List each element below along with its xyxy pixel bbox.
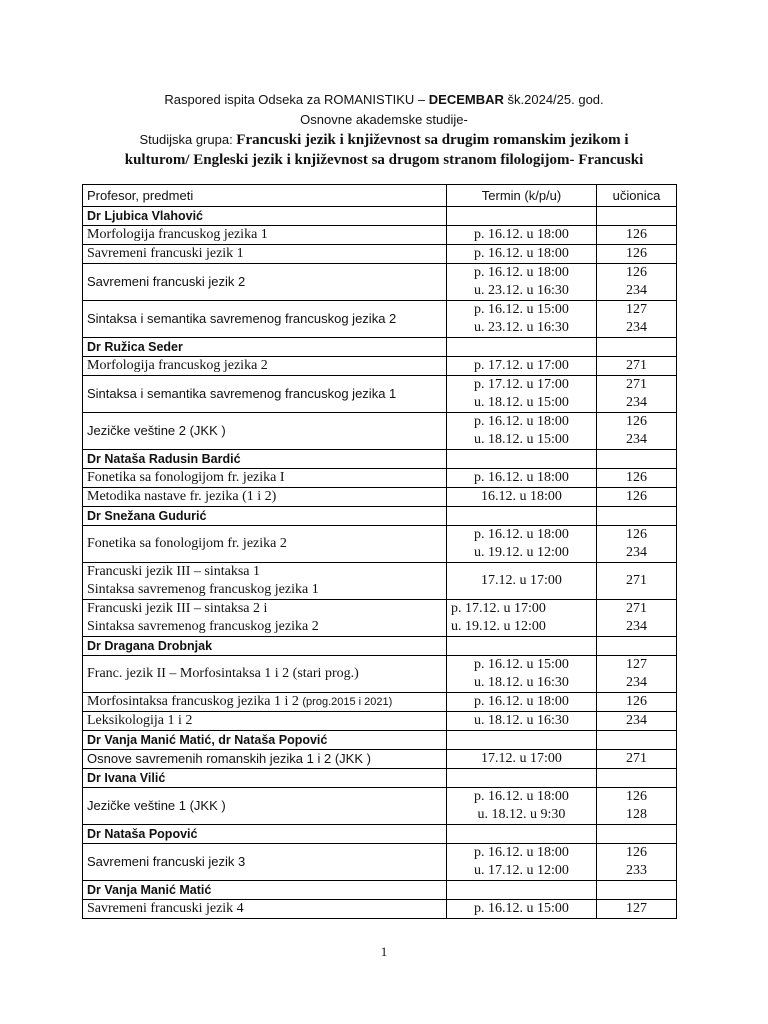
exam-term: p. 16.12. u 18:00 u. 17.12. u 12:00 [447, 844, 597, 881]
classroom: 271 234 [597, 600, 677, 637]
table-row [83, 563, 677, 600]
table-row [83, 526, 677, 563]
exam-term: p. 17.12. u 17:00 [447, 357, 597, 376]
professor-name: Dr Vanja Manić Matić [83, 881, 447, 900]
professor-name: Dr Vanja Manić Matić, dr Nataša Popović [83, 731, 447, 750]
course-name: Jezičke veštine 2 (JKK ) [83, 413, 447, 450]
classroom: 126 234 [597, 526, 677, 563]
classroom: 271 234 [597, 376, 677, 413]
professor-row [83, 637, 677, 656]
exam-term: u. 18.12. u 16:30 [447, 712, 597, 731]
professor-row [83, 507, 677, 526]
exam-schedule-table [82, 184, 677, 919]
classroom: 271 [597, 563, 677, 600]
exam-term: 17.12. u 17:00 [447, 750, 597, 769]
table-row [83, 264, 677, 301]
classroom: 126 [597, 693, 677, 712]
table-row [83, 488, 677, 507]
course-name: Francuski jezik III – sintaksa 2 i Sintaksa savremenog francuskog jezika 2 [83, 600, 447, 637]
exam-term: p. 16.12. u 18:00 u. 18.12. u 9:30 [447, 788, 597, 825]
professor-row [83, 825, 677, 844]
course-name: Savremeni francuski jezik 1 [83, 245, 447, 264]
table-row [83, 900, 677, 919]
professor-name: Dr Nataša Radusin Bardić [83, 450, 447, 469]
course-name: Savremeni francuski jezik 2 [83, 264, 447, 301]
course-name: Morfosintaksa francuskog jezika 1 i 2 (prog.2015 i 2021) [83, 693, 447, 712]
title-line-3: Studijska grupa: Francuski jezik i književnost sa drugim romanskim jezikom i [139, 132, 629, 148]
table-row [83, 788, 677, 825]
classroom: 126 [597, 469, 677, 488]
classroom: 234 [597, 712, 677, 731]
classroom: 126 234 [597, 264, 677, 301]
table-row [83, 357, 677, 376]
course-name: Savremeni francuski jezik 4 [83, 900, 447, 919]
course-name: Morfologija francuskog jezika 1 [83, 226, 447, 245]
professor-name: Dr Nataša Popović [83, 825, 447, 844]
table-row [83, 712, 677, 731]
professor-name: Dr Ivana Vilić [83, 769, 447, 788]
document-header [0, 90, 768, 170]
col-header-professor: Profesor, predmeti [83, 185, 447, 207]
exam-term: p. 16.12. u 15:00 u. 23.12. u 16:30 [447, 301, 597, 338]
table-row [83, 844, 677, 881]
exam-term: p. 16.12. u 18:00 [447, 245, 597, 264]
col-header-term: Termin (k/p/u) [447, 185, 597, 207]
classroom: 126 234 [597, 413, 677, 450]
course-name: Metodika nastave fr. jezika (1 i 2) [83, 488, 447, 507]
exam-term: p. 16.12. u 18:00 u. 18.12. u 15:00 [447, 413, 597, 450]
classroom: 271 [597, 750, 677, 769]
professor-row [83, 769, 677, 788]
course-name: Leksikologija 1 i 2 [83, 712, 447, 731]
exam-term: p. 16.12. u 18:00 [447, 693, 597, 712]
exam-term: p. 16.12. u 18:00 [447, 469, 597, 488]
table-row [83, 750, 677, 769]
exam-term: 16.12. u 18:00 [447, 488, 597, 507]
exam-term: p. 16.12. u 18:00 [447, 226, 597, 245]
table-row [83, 413, 677, 450]
course-name: Morfologija francuskog jezika 2 [83, 357, 447, 376]
classroom: 126 233 [597, 844, 677, 881]
professor-row [83, 338, 677, 357]
exam-term: p. 16.12. u 15:00 u. 18.12. u 16:30 [447, 656, 597, 693]
table-row [83, 226, 677, 245]
classroom: 127 234 [597, 301, 677, 338]
professor-name: Dr Snežana Gudurić [83, 507, 447, 526]
professor-row [83, 731, 677, 750]
title-line-4: kulturom/ Engleski jezik i književnost sa drugom stranom filologijom- Francuski [124, 152, 644, 168]
professor-name: Dr Dragana Drobnjak [83, 637, 447, 656]
title-line-2: Osnovne akademske studije- [300, 112, 468, 127]
course-name: Fonetika sa fonologijom fr. jezika 2 [83, 526, 447, 563]
professor-row [83, 207, 677, 226]
table-row [83, 469, 677, 488]
exam-term: p. 16.12. u 15:00 [447, 900, 597, 919]
course-name: Sintaksa i semantika savremenog francuskog jezika 1 [83, 376, 447, 413]
professor-row [83, 450, 677, 469]
exam-term: p. 16.12. u 18:00 u. 19.12. u 12:00 [447, 526, 597, 563]
classroom: 127 234 [597, 656, 677, 693]
course-name: Sintaksa i semantika savremenog francuskog jezika 2 [83, 301, 447, 338]
course-name: Jezičke veštine 1 (JKK ) [83, 788, 447, 825]
page-number: 1 [380, 944, 388, 959]
professor-name: Dr Ružica Seder [83, 338, 447, 357]
exam-term: p. 17.12. u 17:00 u. 18.12. u 15:00 [447, 376, 597, 413]
classroom: 126 128 [597, 788, 677, 825]
exam-term: p. 16.12. u 18:00 u. 23.12. u 16:30 [447, 264, 597, 301]
classroom: 271 [597, 357, 677, 376]
col-header-room: učionica [597, 185, 677, 207]
title-line-1: Raspored ispita Odseka za ROMANISTIKU – DECEMBAR šk.2024/25. god. [164, 92, 604, 107]
exam-term: p. 17.12. u 17:00 u. 19.12. u 12:00 [447, 600, 597, 637]
exam-term: 17.12. u 17:00 [447, 563, 597, 600]
table-row [83, 245, 677, 264]
course-name: Fonetika sa fonologijom fr. jezika I [83, 469, 447, 488]
classroom: 127 [597, 900, 677, 919]
professor-name: Dr Ljubica Vlahović [83, 207, 447, 226]
course-name: Franc. jezik II – Morfosintaksa 1 i 2 (stari prog.) [83, 656, 447, 693]
table-row [83, 656, 677, 693]
course-name: Savremeni francuski jezik 3 [83, 844, 447, 881]
classroom: 126 [597, 226, 677, 245]
course-name: Francuski jezik III – sintaksa 1 Sintaksa savremenog francuskog jezika 1 [83, 563, 447, 600]
table-row [83, 693, 677, 712]
table-row [83, 301, 677, 338]
table-header-row [83, 185, 677, 207]
professor-row [83, 881, 677, 900]
table-row [83, 600, 677, 637]
classroom: 126 [597, 488, 677, 507]
classroom: 126 [597, 245, 677, 264]
table-row [83, 376, 677, 413]
course-name: Osnove savremenih romanskih jezika 1 i 2 (JKK ) [83, 750, 447, 769]
